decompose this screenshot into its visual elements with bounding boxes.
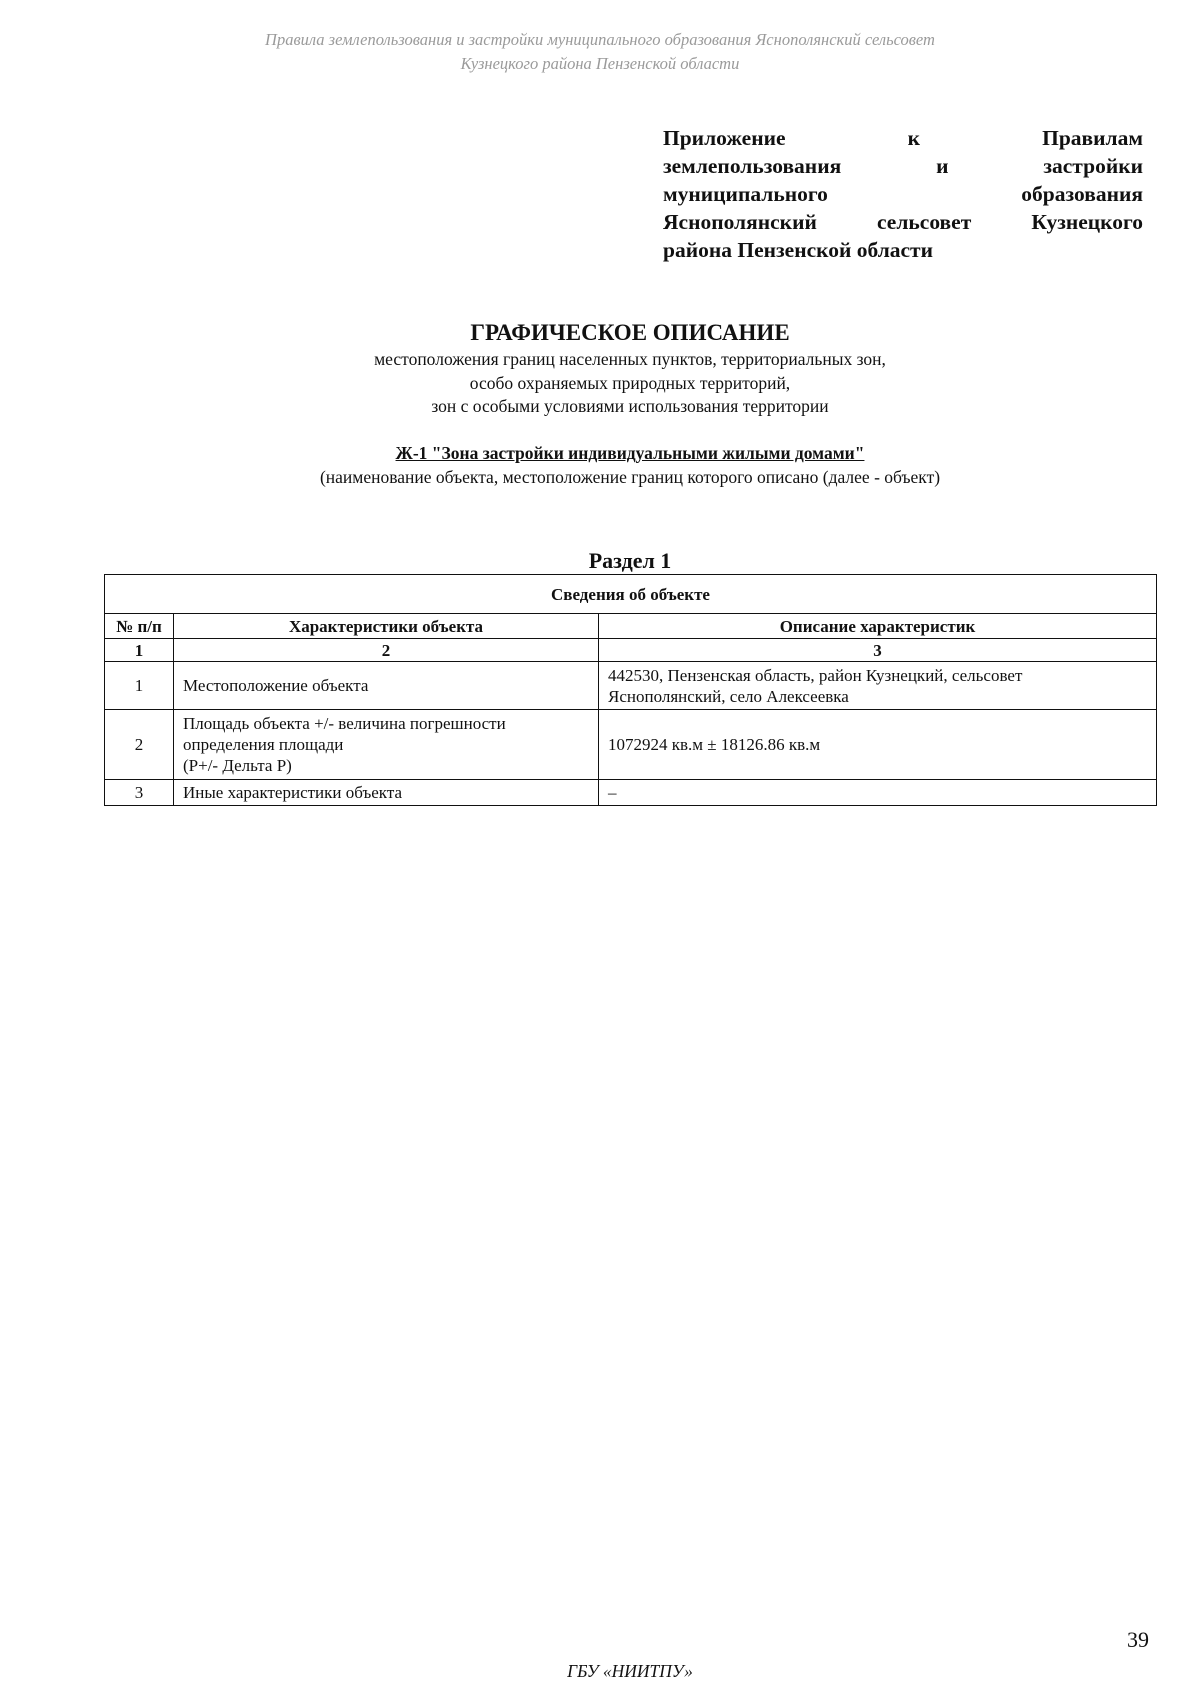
column-number-cell: 1 [105, 639, 174, 662]
row-description [599, 710, 1157, 780]
row-characteristic-line: (P+/- Дельта P) [183, 756, 292, 775]
row-description-line: – [608, 783, 617, 802]
section-title: Раздел 1 [588, 548, 672, 573]
row-characteristic [174, 780, 599, 806]
row-characteristic [174, 710, 599, 780]
table-row [105, 710, 1157, 780]
row-description-line: 442530, Пензенская область, район Кузнецкий, сельсовет [608, 665, 1023, 685]
running-header-line-1: Правила землепользования и застройки муниципального образования Яснополянский сельсовет [265, 30, 935, 49]
table-caption: Сведения об объекте [105, 575, 1157, 614]
table-caption-row [105, 575, 1157, 614]
appendix-line: Приложение к Правилам [663, 126, 1143, 150]
row-description [599, 780, 1157, 806]
running-header-line-2: Кузнецкого района Пензенской области [460, 54, 740, 73]
header-cell-number: № п/п [105, 614, 174, 639]
title-block [0, 318, 1200, 419]
document-subtitle-line: особо охраняемых природных территорий, [469, 372, 791, 393]
column-number-cell: 2 [174, 639, 599, 662]
appendix-line: муниципального образования [663, 182, 1143, 206]
page-number: 39 [1127, 1627, 1149, 1652]
running-header [0, 28, 1200, 76]
object-name: Ж-1 "Зона застройки индивидуальными жилыми домами" [395, 443, 865, 463]
row-number: 3 [105, 780, 174, 806]
column-number-cell: 3 [599, 639, 1157, 662]
row-description-line: Яснополянский, село Алексеевка [608, 686, 849, 706]
object-info-table [104, 574, 1157, 806]
table-row [105, 662, 1157, 710]
document-subtitle-line: зон с особыми условиями использования территории [431, 396, 829, 416]
document-subtitle-line: местоположения границ населенных пунктов, территориальных зон, [374, 349, 886, 369]
object-name-block [0, 441, 1200, 489]
appendix-line: района Пензенской области [663, 238, 934, 262]
table-row [105, 780, 1157, 806]
row-characteristic [174, 662, 599, 710]
row-number: 2 [105, 710, 174, 780]
object-name-caption: (наименование объекта, местоположение границ которого описано (далее - объект) [319, 467, 941, 487]
row-characteristic-line: Площадь объекта +/- величина погрешности [183, 714, 506, 733]
row-number: 1 [105, 662, 174, 710]
row-characteristic-line: Иные характеристики объекта [183, 783, 403, 802]
row-description [599, 662, 1157, 710]
appendix-line: Яснополянский сельсовет Кузнецкого [663, 210, 1143, 234]
header-cell-characteristic: Характеристики объекта [174, 614, 599, 639]
row-characteristic-line: определения площади [183, 735, 344, 754]
row-description-line: 1072924 кв.м ± 18126.86 кв.м [608, 735, 821, 754]
table-header-row [105, 614, 1157, 639]
row-characteristic-line: Местоположение объекта [183, 676, 369, 695]
column-number-row [105, 639, 1157, 662]
appendix-block [663, 124, 1143, 264]
footer-organization: ГБУ «НИИТПУ» [567, 1661, 693, 1681]
document-title: ГРАФИЧЕСКОЕ ОПИСАНИЕ [470, 320, 790, 345]
appendix-line: землепользования и застройки [663, 154, 1143, 178]
header-cell-description: Описание характеристик [599, 614, 1157, 639]
